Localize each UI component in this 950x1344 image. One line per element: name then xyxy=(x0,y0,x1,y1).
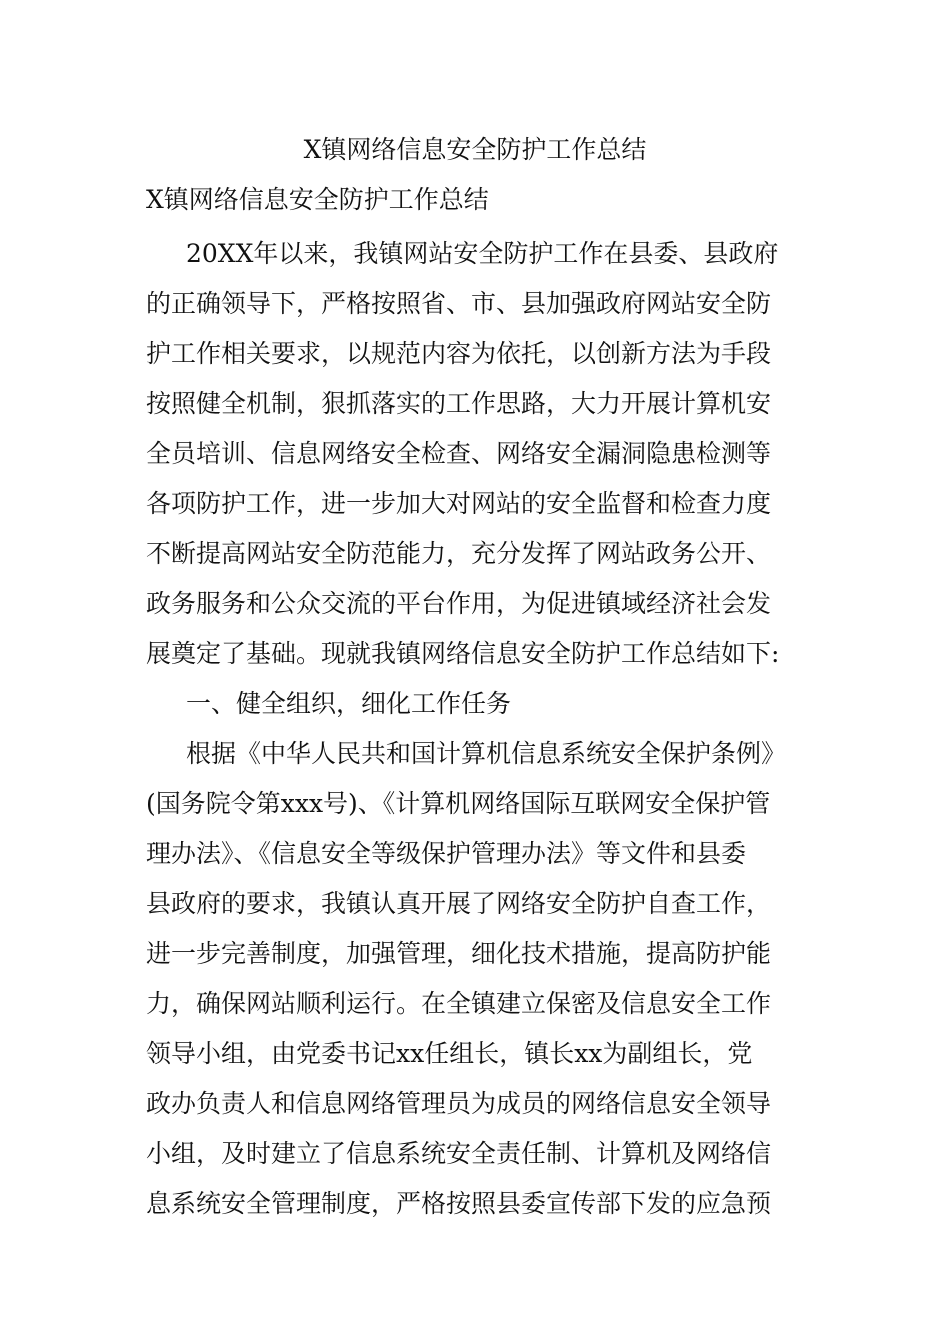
body-line-9: 展奠定了基础。现就我镇网络信息安全防护工作总结如下: xyxy=(146,639,780,668)
body-line-18: 政办负责人和信息网络管理员为成员的网络信息安全领导 xyxy=(146,1089,772,1118)
body-line-12: (国务院令第xxx号)、《计算机网络国际互联网安全保护管 xyxy=(146,789,771,818)
body-line-5: 全员培训、信息网络安全检查、网络安全漏洞隐患检测等 xyxy=(146,439,772,468)
body-line-6: 各项防护工作，进一步加大对网站的安全监督和检查力度 xyxy=(146,489,772,518)
body-line-3: 护工作相关要求，以规范内容为依托，以创新方法为手段 xyxy=(146,339,772,368)
document-subtitle: X镇网络信息安全防护工作总结 xyxy=(146,185,489,214)
body-line-7: 不断提高网站安全防范能力，充分发挥了网站政务公开、 xyxy=(146,539,772,568)
body-line-19: 小组，及时建立了信息系统安全责任制、计算机及网络信 xyxy=(146,1139,772,1168)
body-line-8: 政务服务和公众交流的平台作用，为促进镇域经济社会发 xyxy=(146,589,772,618)
body-line-17: 领导小组，由党委书记xx任组长，镇长xx为副组长，党 xyxy=(146,1039,753,1068)
body-line-2: 的正确领导下，严格按照省、市、县加强政府网站安全防 xyxy=(146,289,772,318)
body-line-1: 20XX年以来，我镇网站安全防护工作在县委、县政府 xyxy=(186,239,779,268)
body-line-4: 按照健全机制，狠抓落实的工作思路，大力开展计算机安 xyxy=(146,389,772,418)
body-line-20: 息系统安全管理制度，严格按照县委宣传部下发的应急预 xyxy=(146,1189,772,1218)
document-title: X镇网络信息安全防护工作总结 xyxy=(303,135,647,164)
body-line-16: 力，确保网站顺利运行。在全镇建立保密及信息安全工作 xyxy=(146,989,772,1018)
body-line-15: 进一步完善制度，加强管理，细化技术措施，提高防护能 xyxy=(146,939,772,968)
body-line-11: 根据《中华人民共和国计算机信息系统安全保护条例》 xyxy=(186,739,787,768)
body-line-14: 县政府的要求，我镇认真开展了网络安全防护自查工作， xyxy=(146,889,772,918)
section-heading-1: 一、健全组织，细化工作任务 xyxy=(186,689,512,718)
body-line-13: 理办法》、《信息安全等级保护管理办法》等文件和县委 xyxy=(146,839,747,868)
